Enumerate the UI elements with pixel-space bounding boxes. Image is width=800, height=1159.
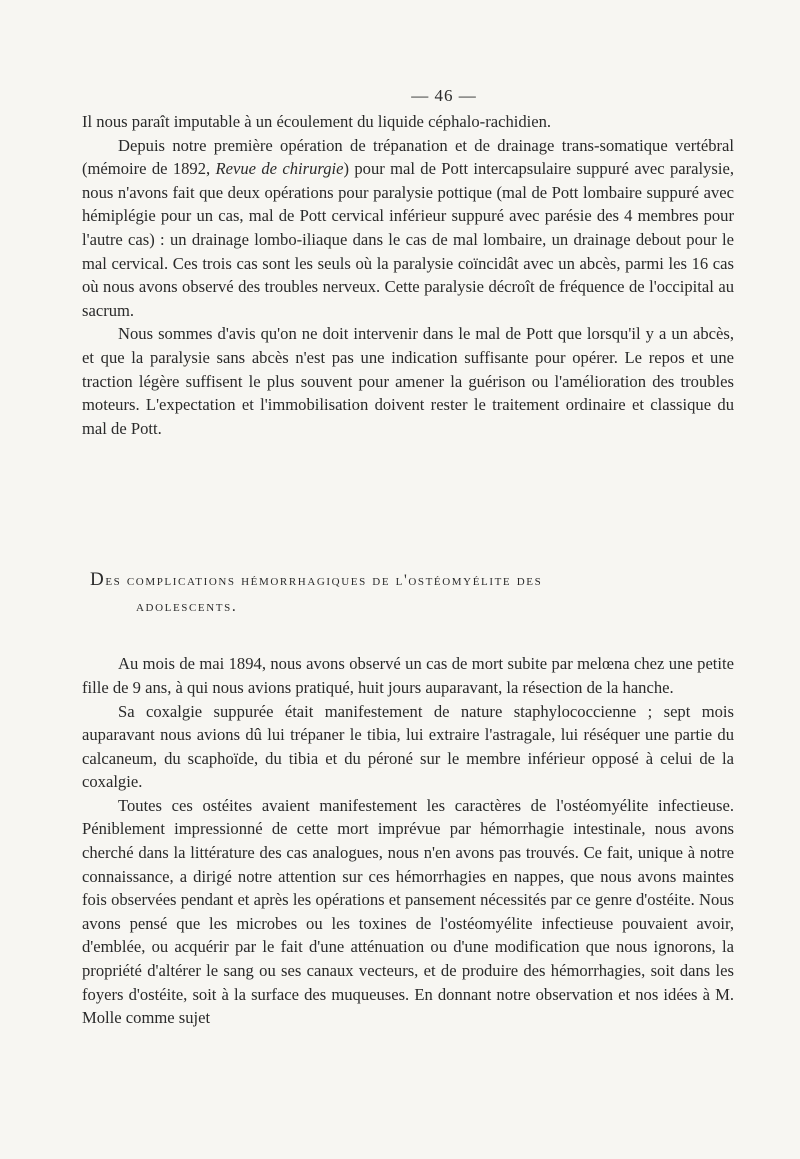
page-number: — 46 —: [411, 86, 477, 105]
spacer: [82, 440, 734, 567]
paragraph-6: Toutes ces ostéites avaient manifestement les caractères de l'ostéomyélite infectieuse. Péniblement impressionné de cette mort imprévue par hémorrhagie intestinale, nous avons cherché dans la littérature des cas analogues, nous n'en avons pas trouvés. Ce fait, unique à notre connaissance, a dirigé notre attention sur ces hémorrhagies en nappes, que nous avons maintes fois observées pendant et après les opérations et pansement nécessités par ce genre d'ostéite. Nous avons pensé que les microbes ou les toxines de l'ostéomyélite infectieuse pouvaient avoir, d'emblée, ou acquérir par le fait d'une atténuation ou d'une modification que nous ignorons, la propriété d'altérer le sang ou ses canaux vecteurs, et de produire des hémorrhagies, soit dans les foyers d'ostéite, soit à la surface des muqueuses. En donnant notre observation et nos idées à M. Molle comme sujet: [82, 795, 734, 1028]
paragraph-2: Depuis notre première opération de trépanation et de drainage trans-somatique vertébral (mémoire de 1892, Revue de chirurgie) pour mal de Pott intercapsulaire suppuré avec paralysie, nous n'avons fait que deux opérations pour paralysie pottique (mal de Pott lombaire suppuré avec hémiplégie pour un cas, mal de Pott cervical inférieur suppuré avec parésie des 4 membres pour l'autre cas) : un drainage lombo-iliaque dans le cas de mal lombaire, un drainage debout pour le mal cervical. Ces trois cas sont les seuls où la paralysie coïncidât avec un abcès, parmi les 16 cas où nous avons observé des troubles nerveux. Cette paralysie décroît de fréquence de l'occipital au sacrum.: [82, 135, 734, 320]
paragraph-3: Nous sommes d'avis qu'on ne doit intervenir dans le mal de Pott que lorsqu'il y a un abcès, et que la paralysie sans abcès n'est pas une indication suffisante pour opérer. Le repos et une traction légère suffisent le plus souvent pour amener la guérison ou l'amélioration des troubles moteurs. L'expectation et l'immobilisation doivent rester le traitement ordinaire et classique du mal de Pott.: [82, 324, 734, 438]
section-title-line-1: Des complications hémorrhagiques de l'ostéomyélite des: [90, 569, 543, 591]
section-title-initial: D: [90, 569, 106, 591]
section-title-line-2: adolescents.: [136, 598, 238, 616]
section-title: [90, 567, 734, 620]
paragraph-5: Sa coxalgie suppurée était manifestement de nature staphylococcienne ; sept mois auparavant nous avions dû lui trépaner le tibia, lui extraire l'astragale, lui réséquer une partie du calcaneum, du scaphoïde, du tibia et du péroné sur le membre inférieur opposé à celui de la coxalgie.: [82, 701, 734, 792]
spacer: [82, 620, 734, 652]
paragraph-1: Il nous paraît imputable à un écoulement du liquide céphalo-rachidien.: [82, 112, 552, 131]
journal-title: Revue de chirurgie: [215, 159, 344, 179]
paragraph-4: Au mois de mai 1894, nous avons observé un cas de mort subite par melœna chez une petite fille de 9 ans, à qui nous avions pratiqué, huit jours auparavant, la résection de la hanche.: [82, 654, 734, 697]
